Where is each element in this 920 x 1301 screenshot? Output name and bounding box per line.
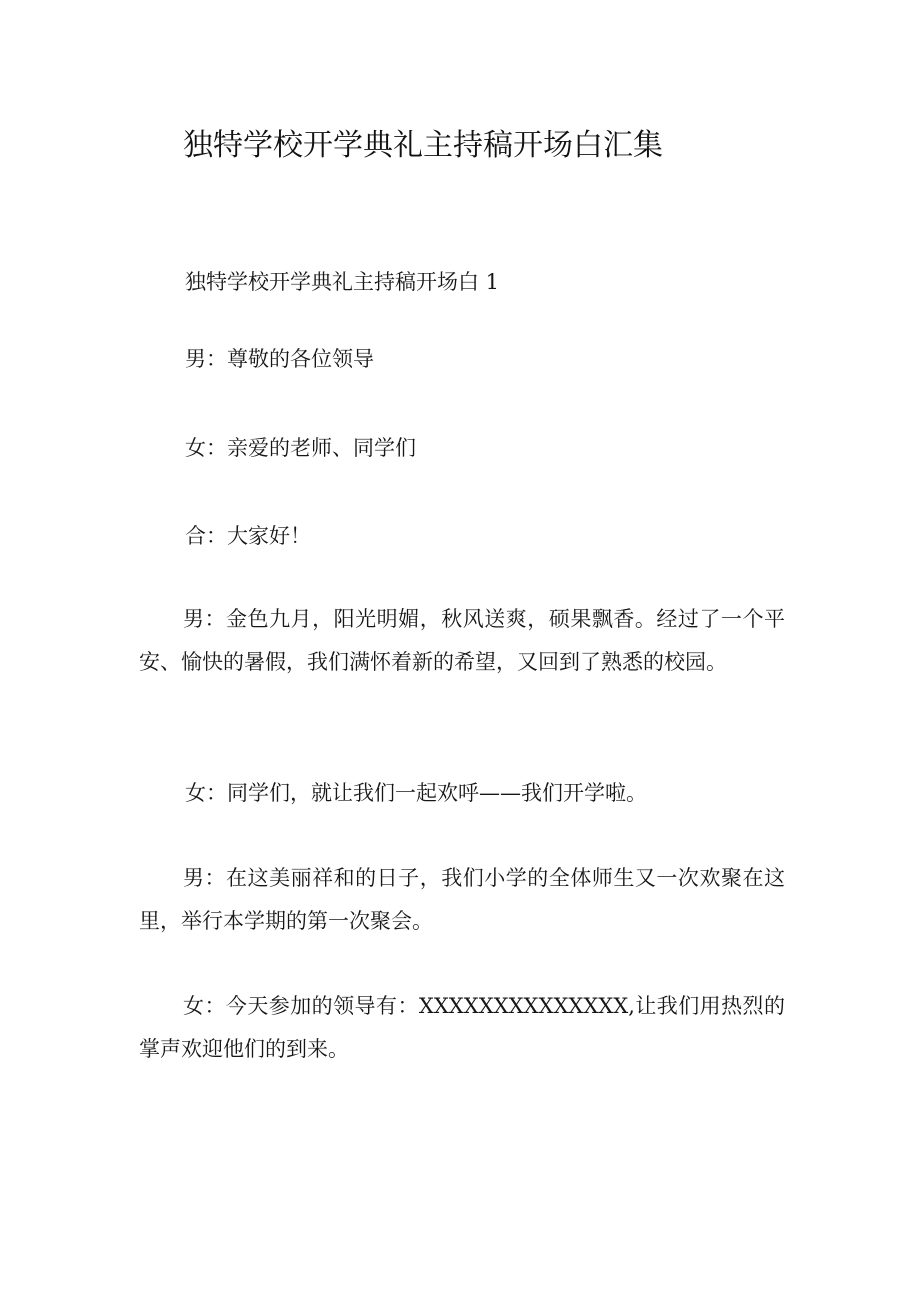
paragraph-male-greeting: 男：尊敬的各位领导 bbox=[185, 347, 374, 371]
paragraph-together-greeting: 合：大家好！ bbox=[185, 524, 311, 548]
paragraph-female-cheer: 女：同学们，就让我们一起欢呼——我们开学啦。 bbox=[185, 781, 647, 805]
paragraph-female-leaders: 女：今天参加的领导有：XXXXXXXXXXXXXX,让我们用热烈的掌声欢迎他们的到来。 bbox=[139, 994, 785, 1061]
document-title: 独特学校开学典礼主持稿开场白汇集 bbox=[183, 128, 663, 163]
paragraph-male-gathering: 男：在这美丽祥和的日子，我们小学的全体师生又一次欢聚在这里，举行本学期的第一次聚会。 bbox=[139, 866, 785, 933]
paragraph-male-opening: 男：金色九月，阳光明媚，秋风送爽，硕果飘香。经过了一个平安、愉快的暑假，我们满怀着新的希望，又回到了熟悉的校园。 bbox=[139, 607, 785, 674]
section-heading: 独特学校开学典礼主持稿开场白 1 bbox=[185, 270, 500, 294]
paragraph-female-greeting: 女：亲爱的老师、同学们 bbox=[185, 436, 416, 460]
